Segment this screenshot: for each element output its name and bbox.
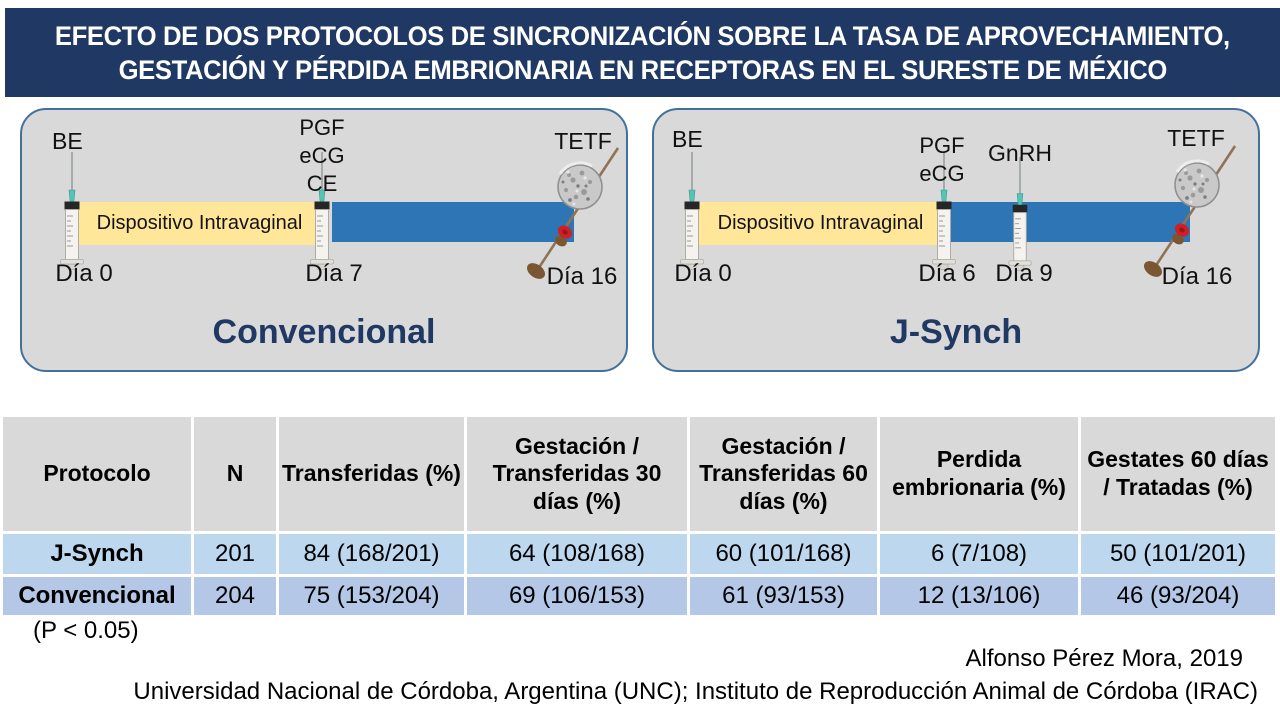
injection-label: eCG xyxy=(919,161,965,186)
slide-title-line-1: EFECTO DE DOS PROTOCOLOS DE SINCRONIZACIÓN SOBRE LA TASA DE APROVECHAMIENTO, xyxy=(55,20,1230,51)
column-header: Protocolo xyxy=(3,417,191,531)
panel-title-convencional: Convencional xyxy=(212,313,436,351)
table-cell: 204 xyxy=(194,577,276,615)
day-label: Día 7 xyxy=(305,260,363,287)
tetf-label: TETF xyxy=(554,128,612,154)
injection-labels xyxy=(910,132,974,188)
table-cell: 50 (101/201) xyxy=(1081,534,1275,574)
syringe-icon xyxy=(680,152,704,270)
column-header: Perdida embrionaria (%) xyxy=(880,417,1078,531)
results-table xyxy=(3,417,1275,615)
table-cell: 69 (106/153) xyxy=(467,577,687,615)
table-cell: 46 (93/204) xyxy=(1081,577,1275,615)
column-header: Gestación / Transferidas 30 días (%) xyxy=(467,417,687,531)
device-label: Dispositivo Intravaginal xyxy=(96,212,303,234)
institution-credit: Universidad Nacional de Córdoba, Argentina (UNC); Instituto de Reproducción Animal de Córdoba (IRAC) xyxy=(133,678,1258,705)
be-label: BE xyxy=(672,126,703,152)
column-header: Gestates 60 días / Tratadas (%) xyxy=(1081,417,1275,531)
day-label: Día 9 xyxy=(995,260,1053,287)
table-cell-protocol: J-Synch xyxy=(3,534,191,574)
injection-label: CE xyxy=(306,171,338,196)
p-value-note: (P < 0.05) xyxy=(33,617,139,644)
panel-title-jsynch: J-Synch xyxy=(889,313,1023,351)
day-label: Día 16 xyxy=(1161,263,1233,290)
column-header: Gestación / Transferidas 60 días (%) xyxy=(690,417,877,531)
table-cell: 75 (153/204) xyxy=(279,577,464,615)
protocol-panel-convencional xyxy=(20,108,628,372)
table-cell-protocol: Convencional xyxy=(3,577,191,615)
tetf-label: TETF xyxy=(1167,125,1225,151)
slide-title-line-2: GESTACIÓN Y PÉRDIDA EMBRIONARIA EN RECEPTORAS EN EL SURESTE DE MÉXICO xyxy=(118,54,1167,85)
day-label: Día 0 xyxy=(674,260,732,287)
author-credit: Alfonso Pérez Mora, 2019 xyxy=(965,645,1243,672)
column-header: N xyxy=(194,417,276,531)
table-cell: 64 (108/168) xyxy=(467,534,687,574)
day-label: Día 16 xyxy=(546,263,618,290)
device-bar xyxy=(77,202,322,245)
table-cell: 6 (7/108) xyxy=(880,534,1078,574)
injection-labels xyxy=(290,114,354,198)
table-cell: 201 xyxy=(194,534,276,574)
device-bar xyxy=(697,202,944,245)
injection-label: eCG xyxy=(299,143,345,168)
be-label: BE xyxy=(52,128,83,154)
injection-label: PGF xyxy=(299,115,345,140)
protocol-panel-jsynch xyxy=(652,108,1260,372)
table-cell: 12 (13/106) xyxy=(880,577,1078,615)
day-label: Día 0 xyxy=(55,260,113,287)
injection-label: PGF xyxy=(919,133,965,158)
syringe-icon xyxy=(1008,157,1032,271)
day-label: Día 6 xyxy=(918,260,976,287)
table-cell: 84 (168/201) xyxy=(279,534,464,574)
device-label: Dispositivo Intravaginal xyxy=(717,212,924,234)
syringe-icon xyxy=(60,152,84,270)
column-header: Transferidas (%) xyxy=(279,417,464,531)
gnrh-label: GnRH xyxy=(988,140,1052,166)
title-banner xyxy=(5,8,1280,97)
table-cell: 61 (93/153) xyxy=(690,577,877,615)
table-cell: 60 (101/168) xyxy=(690,534,877,574)
